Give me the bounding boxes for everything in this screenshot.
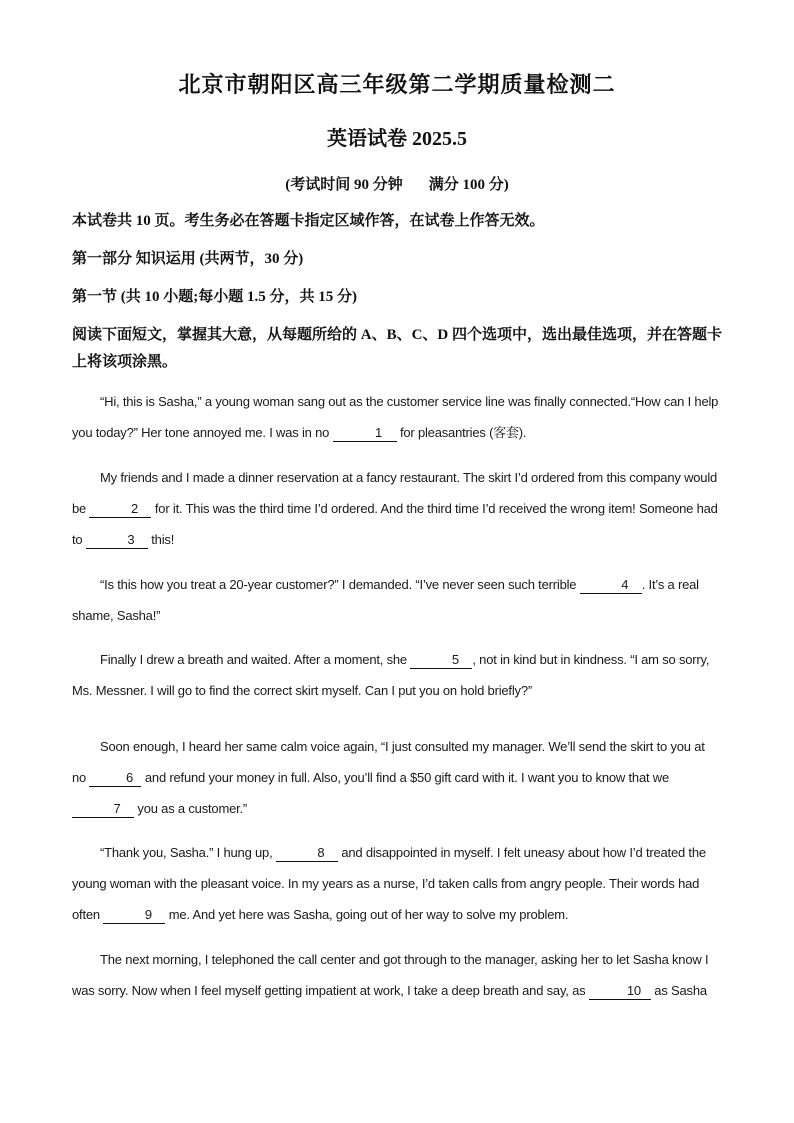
paragraph-text: for it. This was the third time I’d ordered. And the third time I’d received the wrong item! Someone had to	[72, 501, 718, 547]
paragraph-text: “Is this how you treat a 20-year customer?” I demanded. “I’ve never seen such terrible	[100, 577, 580, 592]
paragraph-text: , not in kind but in kindness. “I am so sorry, Ms. Messner. I will go to find the correct skirt myself. Can I put you on hold briefly?”	[72, 652, 710, 698]
exam-score: 满分 100 分)	[428, 177, 509, 193]
blank-2: 2	[89, 501, 151, 518]
directions: 阅读下面短文，掌握其大意，从每题所给的 A、B、C、D 四个选项中，选出最佳选项，并在答题卡上将该项涂黑。	[72, 327, 723, 370]
notice-line: 本试卷共 10 页。考生务必在答题卡指定区域作答，在试卷上作答无效。	[72, 213, 545, 229]
section-heading: 第一节 (共 10 小题;每小题 1.5 分，共 15 分)	[72, 289, 357, 305]
passage-paragraph-5	[72, 731, 722, 824]
blank-10: 10	[589, 983, 651, 1000]
paragraph-text: this!	[147, 532, 175, 547]
part-heading: 第一部分 知识运用 (共两节，30 分)	[72, 251, 304, 267]
passage-paragraph-7	[72, 944, 722, 1006]
exam-subtitle: 英语试卷 2025.5	[327, 128, 467, 150]
exam-meta	[0, 173, 794, 194]
paragraph-text: and disappointed in myself. I felt uneasy about how I’d treated the young woman with the pleasant voice. In my years as a nurse, I’d taken calls from angry people. Their words had often	[72, 845, 706, 922]
exam-title: 北京市朝阳区高三年级第二学期质量检测二	[178, 72, 616, 97]
paragraph-text: Finally I drew a breath and waited. After a moment, she	[100, 652, 411, 667]
blank-9: 9	[103, 907, 165, 924]
paragraph-text: for pleasantries (客套).	[396, 425, 527, 440]
paragraph-text: and refund your money in full. Also, you’ll find a $50 gift card with it. I want you to know that we	[141, 770, 670, 785]
paragraph-text: The next morning, I telephoned the call center and got through to the manager, asking her to let Sasha know I was sorry. Now when I feel myself getting impatient at work, I take a deep breath and say, as	[72, 952, 709, 998]
passage-paragraph-1	[72, 386, 722, 448]
blank-7: 7	[72, 801, 134, 818]
paragraph-text: me. And yet here was Sasha, going out of her way to solve my problem.	[165, 907, 569, 922]
paragraph-text: as Sasha	[650, 983, 707, 998]
paragraph-text: My friends and I made a dinner reservation at a fancy restaurant. The skirt I’d ordered from this company would be	[72, 470, 718, 516]
blank-5: 5	[410, 652, 472, 669]
paragraph-text: . It’s a real shame, Sasha!”	[72, 577, 699, 623]
blank-4: 4	[580, 577, 642, 594]
blank-3: 3	[86, 532, 148, 549]
passage-paragraph-4	[72, 644, 722, 706]
paragraph-text: Soon enough, I heard her same calm voice again, “I just consulted my manager. We’ll send the skirt to you at no	[72, 739, 705, 785]
blank-8: 8	[276, 845, 338, 862]
paragraph-text: you as a customer.”	[134, 801, 248, 816]
blank-6: 6	[89, 770, 141, 787]
paragraph-text: “Thank you, Sasha.” I hung up,	[100, 845, 276, 860]
passage-paragraph-2	[72, 462, 722, 555]
passage-paragraph-6	[72, 837, 722, 930]
paragraph-text: “Hi, this is Sasha,” a young woman sang out as the customer service line was finally connected.“How can I help you today?” Her tone annoyed me. I was in no	[72, 394, 719, 440]
exam-time: (考试时间 90 分钟	[285, 177, 403, 193]
passage-paragraph-3	[72, 569, 722, 631]
blank-1: 1	[333, 425, 397, 442]
